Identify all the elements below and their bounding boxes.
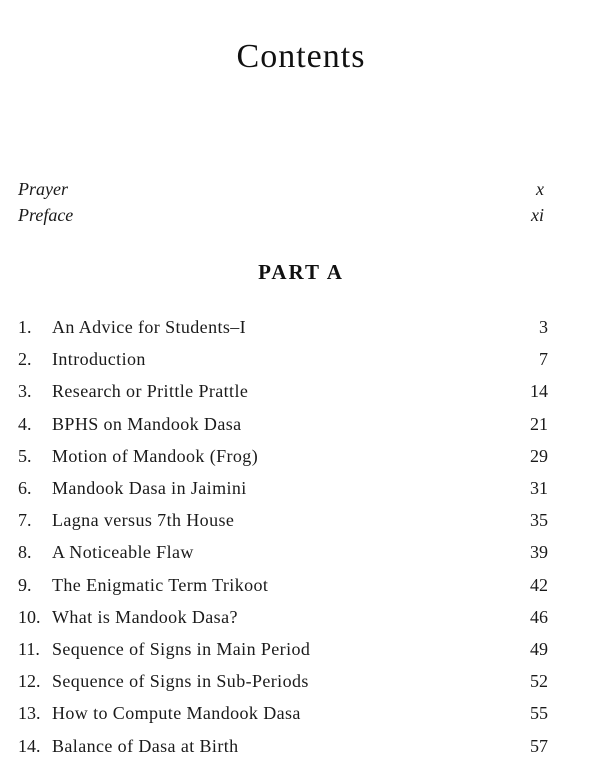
chapter-number: 14. — [18, 735, 41, 756]
chapter-number: 7. — [18, 510, 32, 531]
chapter-row — [16, 730, 556, 762]
chapter-title: BPHS on Mandook Dasa — [52, 413, 242, 434]
chapter-page-number: 21 — [530, 413, 548, 434]
frontmatter-title: Prayer — [18, 179, 68, 199]
chapter-number: 13. — [18, 703, 41, 724]
chapter-title: A Noticeable Flaw — [52, 542, 194, 563]
chapter-title: Research or Prittle Prattle — [52, 381, 249, 402]
chapter-title: Introduction — [52, 349, 146, 370]
frontmatter-page-number: xi — [531, 205, 544, 225]
chapter-row — [16, 697, 556, 729]
frontmatter-row — [16, 202, 556, 228]
chapter-page-number: 49 — [530, 639, 548, 660]
chapter-title: How to Compute Mandook Dasa — [52, 703, 301, 724]
chapter-row — [16, 311, 556, 343]
chapter-number: 4. — [18, 413, 32, 434]
chapter-page-number: 55 — [530, 703, 548, 724]
chapter-row — [16, 665, 556, 697]
chapter-row — [16, 472, 556, 504]
chapter-page-number: 14 — [530, 381, 548, 402]
chapter-number: 8. — [18, 542, 32, 563]
chapter-title: Lagna versus 7th House — [52, 510, 235, 531]
chapter-title: Sequence of Signs in Main Period — [52, 639, 311, 660]
chapter-page-number: 46 — [530, 606, 548, 627]
chapter-page-number: 7 — [539, 349, 548, 370]
chapter-page-number: 39 — [530, 542, 548, 563]
chapter-number: 5. — [18, 445, 32, 466]
chapter-title: What is Mandook Dasa? — [52, 606, 238, 627]
frontmatter-row — [16, 176, 556, 202]
chapter-page-number: 52 — [530, 671, 548, 692]
part-heading: PART A — [258, 260, 344, 284]
chapter-row — [16, 536, 556, 568]
frontmatter-section — [16, 176, 556, 228]
chapter-page-number: 29 — [530, 445, 548, 466]
chapter-row — [16, 633, 556, 665]
chapter-page-number: 57 — [530, 735, 548, 756]
chapter-row — [16, 601, 556, 633]
chapter-row — [16, 440, 556, 472]
frontmatter-page-number: x — [536, 179, 544, 199]
chapter-title: Mandook Dasa in Jaimini — [52, 478, 247, 499]
chapter-list — [16, 311, 556, 762]
chapter-page-number: 31 — [530, 478, 548, 499]
chapter-row — [16, 343, 556, 375]
chapter-number: 10. — [18, 606, 41, 627]
chapter-number: 12. — [18, 671, 41, 692]
chapter-title: The Enigmatic Term Trikoot — [52, 574, 269, 595]
chapter-row — [16, 569, 556, 601]
chapter-title: An Advice for Students–I — [52, 317, 247, 337]
chapter-title: Balance of Dasa at Birth — [52, 735, 239, 756]
chapter-number: 1. — [18, 317, 32, 337]
chapter-number: 11. — [18, 639, 40, 660]
page-title: Contents — [236, 38, 366, 75]
chapter-number: 3. — [18, 381, 32, 402]
chapter-page-number: 3 — [539, 317, 548, 337]
chapter-page-number: 35 — [530, 510, 548, 531]
chapter-row — [16, 375, 556, 407]
frontmatter-title: Preface — [18, 205, 74, 225]
chapter-number: 2. — [18, 349, 32, 370]
chapter-number: 9. — [18, 574, 32, 595]
chapter-number: 6. — [18, 478, 32, 499]
chapter-title: Motion of Mandook (Frog) — [52, 445, 259, 466]
chapter-row — [16, 408, 556, 440]
chapter-title: Sequence of Signs in Sub-Periods — [52, 671, 309, 692]
chapter-page-number: 42 — [530, 574, 548, 595]
chapter-row — [16, 504, 556, 536]
